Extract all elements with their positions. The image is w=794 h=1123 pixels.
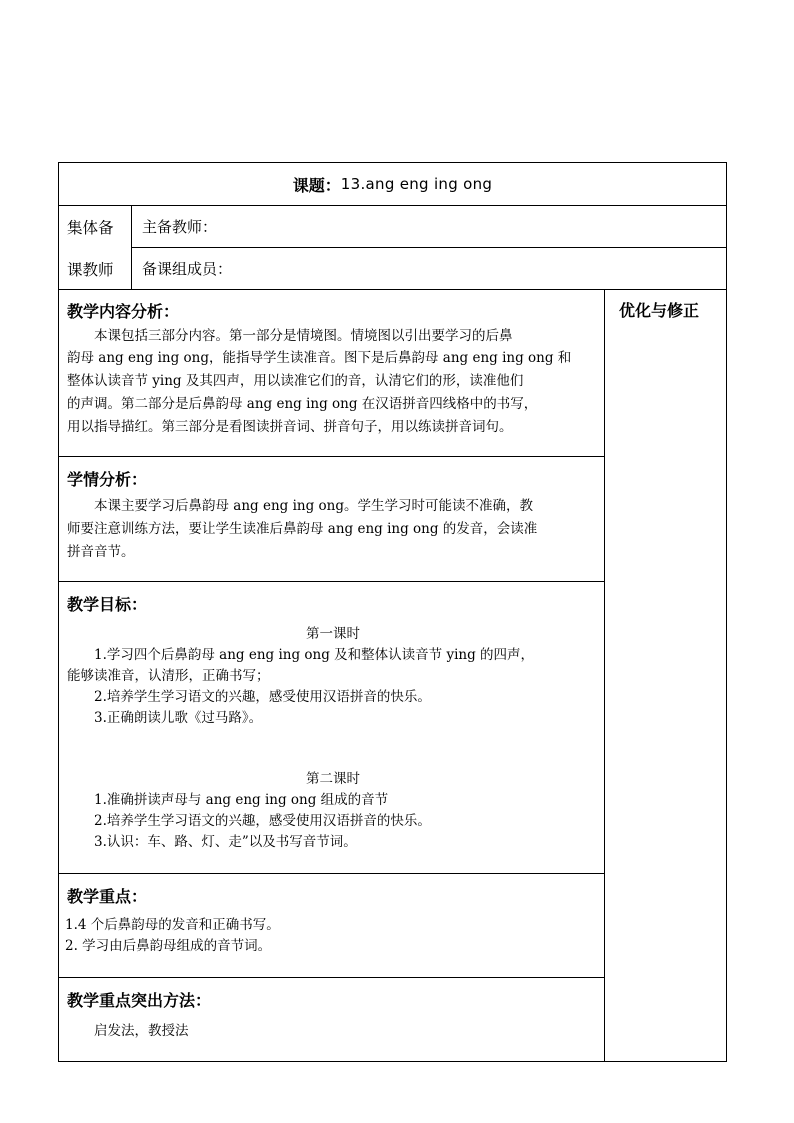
- content-analysis-line: 韵母 ang eng ing ong，能指导学生读准音。图下是后鼻韵母 ang eng ing ong 和: [67, 350, 572, 366]
- key-points-section: [67, 884, 599, 957]
- collective-label-line2: [59, 248, 131, 289]
- lead-teacher-field: [132, 206, 726, 247]
- column-divider-side: [604, 289, 605, 1062]
- methods-section: [67, 988, 599, 1042]
- objectives-heading: 教学目标：: [67, 595, 148, 614]
- lesson1-item: 2.培养学生学习语文的兴趣，感受使用汉语拼音的快乐。: [94, 689, 431, 705]
- key-points-heading: 教学重点：: [67, 887, 148, 906]
- collective-label-line1: [59, 206, 131, 247]
- lesson-title-prefix: 课题：: [292, 175, 341, 195]
- table-border-bottom: [58, 1061, 727, 1062]
- content-analysis-body: [67, 325, 599, 439]
- learner-analysis-line: 师要注意训练方法，要让学生读准后鼻韵母 ang eng ing ong 的发音，会读准: [67, 521, 538, 537]
- lesson1-item: 能够读准音，认清形，正确书写；: [67, 668, 270, 684]
- learner-analysis-body: [67, 495, 599, 564]
- learner-analysis-line: 本课主要学习后鼻韵母 ang eng ing ong。学生学习时可能读不准确，教: [94, 498, 533, 514]
- methods-heading: 教学重点突出方法：: [67, 991, 212, 1010]
- table-border-left: [58, 162, 59, 1062]
- content-analysis-line: 用以指导描红。第三部分是看图读拼音词、拼音句子，用以练读拼音词句。: [67, 419, 513, 435]
- collective-label-text-2: 课教师: [67, 260, 114, 279]
- group-members-label: 备课组成员：: [142, 260, 233, 278]
- objectives-section: [67, 592, 599, 853]
- lesson2-item: 3.认识：车、路、灯、走”以及书写音节词。: [94, 834, 357, 850]
- key-points-list: [67, 915, 599, 957]
- content-analysis-line: 整体认读音节 ying 及其四声，用以读准它们的音，认清它们的形，读准他们: [67, 373, 524, 389]
- lesson-title-text: 13.ang eng ing ong: [340, 175, 493, 193]
- row-divider-header: [58, 289, 727, 290]
- revision-column-heading: 优化与修正: [619, 301, 700, 320]
- content-analysis-line: 本课包括三部分内容。第一部分是情境图。情境图以引出要学习的后鼻: [94, 328, 513, 344]
- key-point-item: 1.4 个后鼻韵母的发音和正确书写。: [65, 917, 280, 933]
- section-divider-1: [58, 456, 605, 457]
- learner-analysis-heading: 学情分析：: [67, 470, 148, 489]
- learner-analysis-line: 拼音音节。: [67, 544, 135, 560]
- lesson1-item: 1.学习四个后鼻韵母 ang eng ing ong 及和整体认读音节 ying 的四声，: [94, 647, 535, 663]
- lesson1-item: 3.正确朗读儿歌《过马路》。: [94, 710, 263, 726]
- content-analysis-section: [67, 299, 599, 439]
- section-divider-4: [58, 977, 605, 978]
- group-members-field: [132, 248, 726, 289]
- learner-analysis-section: [67, 467, 599, 564]
- lesson2-title: 第二课时: [306, 771, 360, 787]
- collective-label-text-1: 集体备: [67, 218, 114, 237]
- table-border-right: [726, 162, 727, 1062]
- lead-teacher-label: 主备教师：: [142, 218, 218, 236]
- content-analysis-line: 的声调。第二部分是后鼻韵母 ang eng ing ong 在汉语拼音四线格中的书写，: [67, 396, 538, 412]
- lesson-title: [59, 163, 726, 205]
- key-point-item: 2. 学习由后鼻韵母组成的音节词。: [65, 938, 272, 954]
- content-analysis-heading: 教学内容分析：: [67, 302, 180, 321]
- methods-text: 启发法，教授法: [94, 1023, 189, 1039]
- lesson2-item: 2.培养学生学习语文的兴趣，感受使用汉语拼音的快乐。: [94, 813, 431, 829]
- lesson1-title: 第一课时: [306, 626, 360, 642]
- lesson2-item: 1.准确拼读声母与 ang eng ing ong 组成的音节: [94, 792, 389, 808]
- section-divider-2: [58, 581, 605, 582]
- section-divider-3: [58, 873, 605, 874]
